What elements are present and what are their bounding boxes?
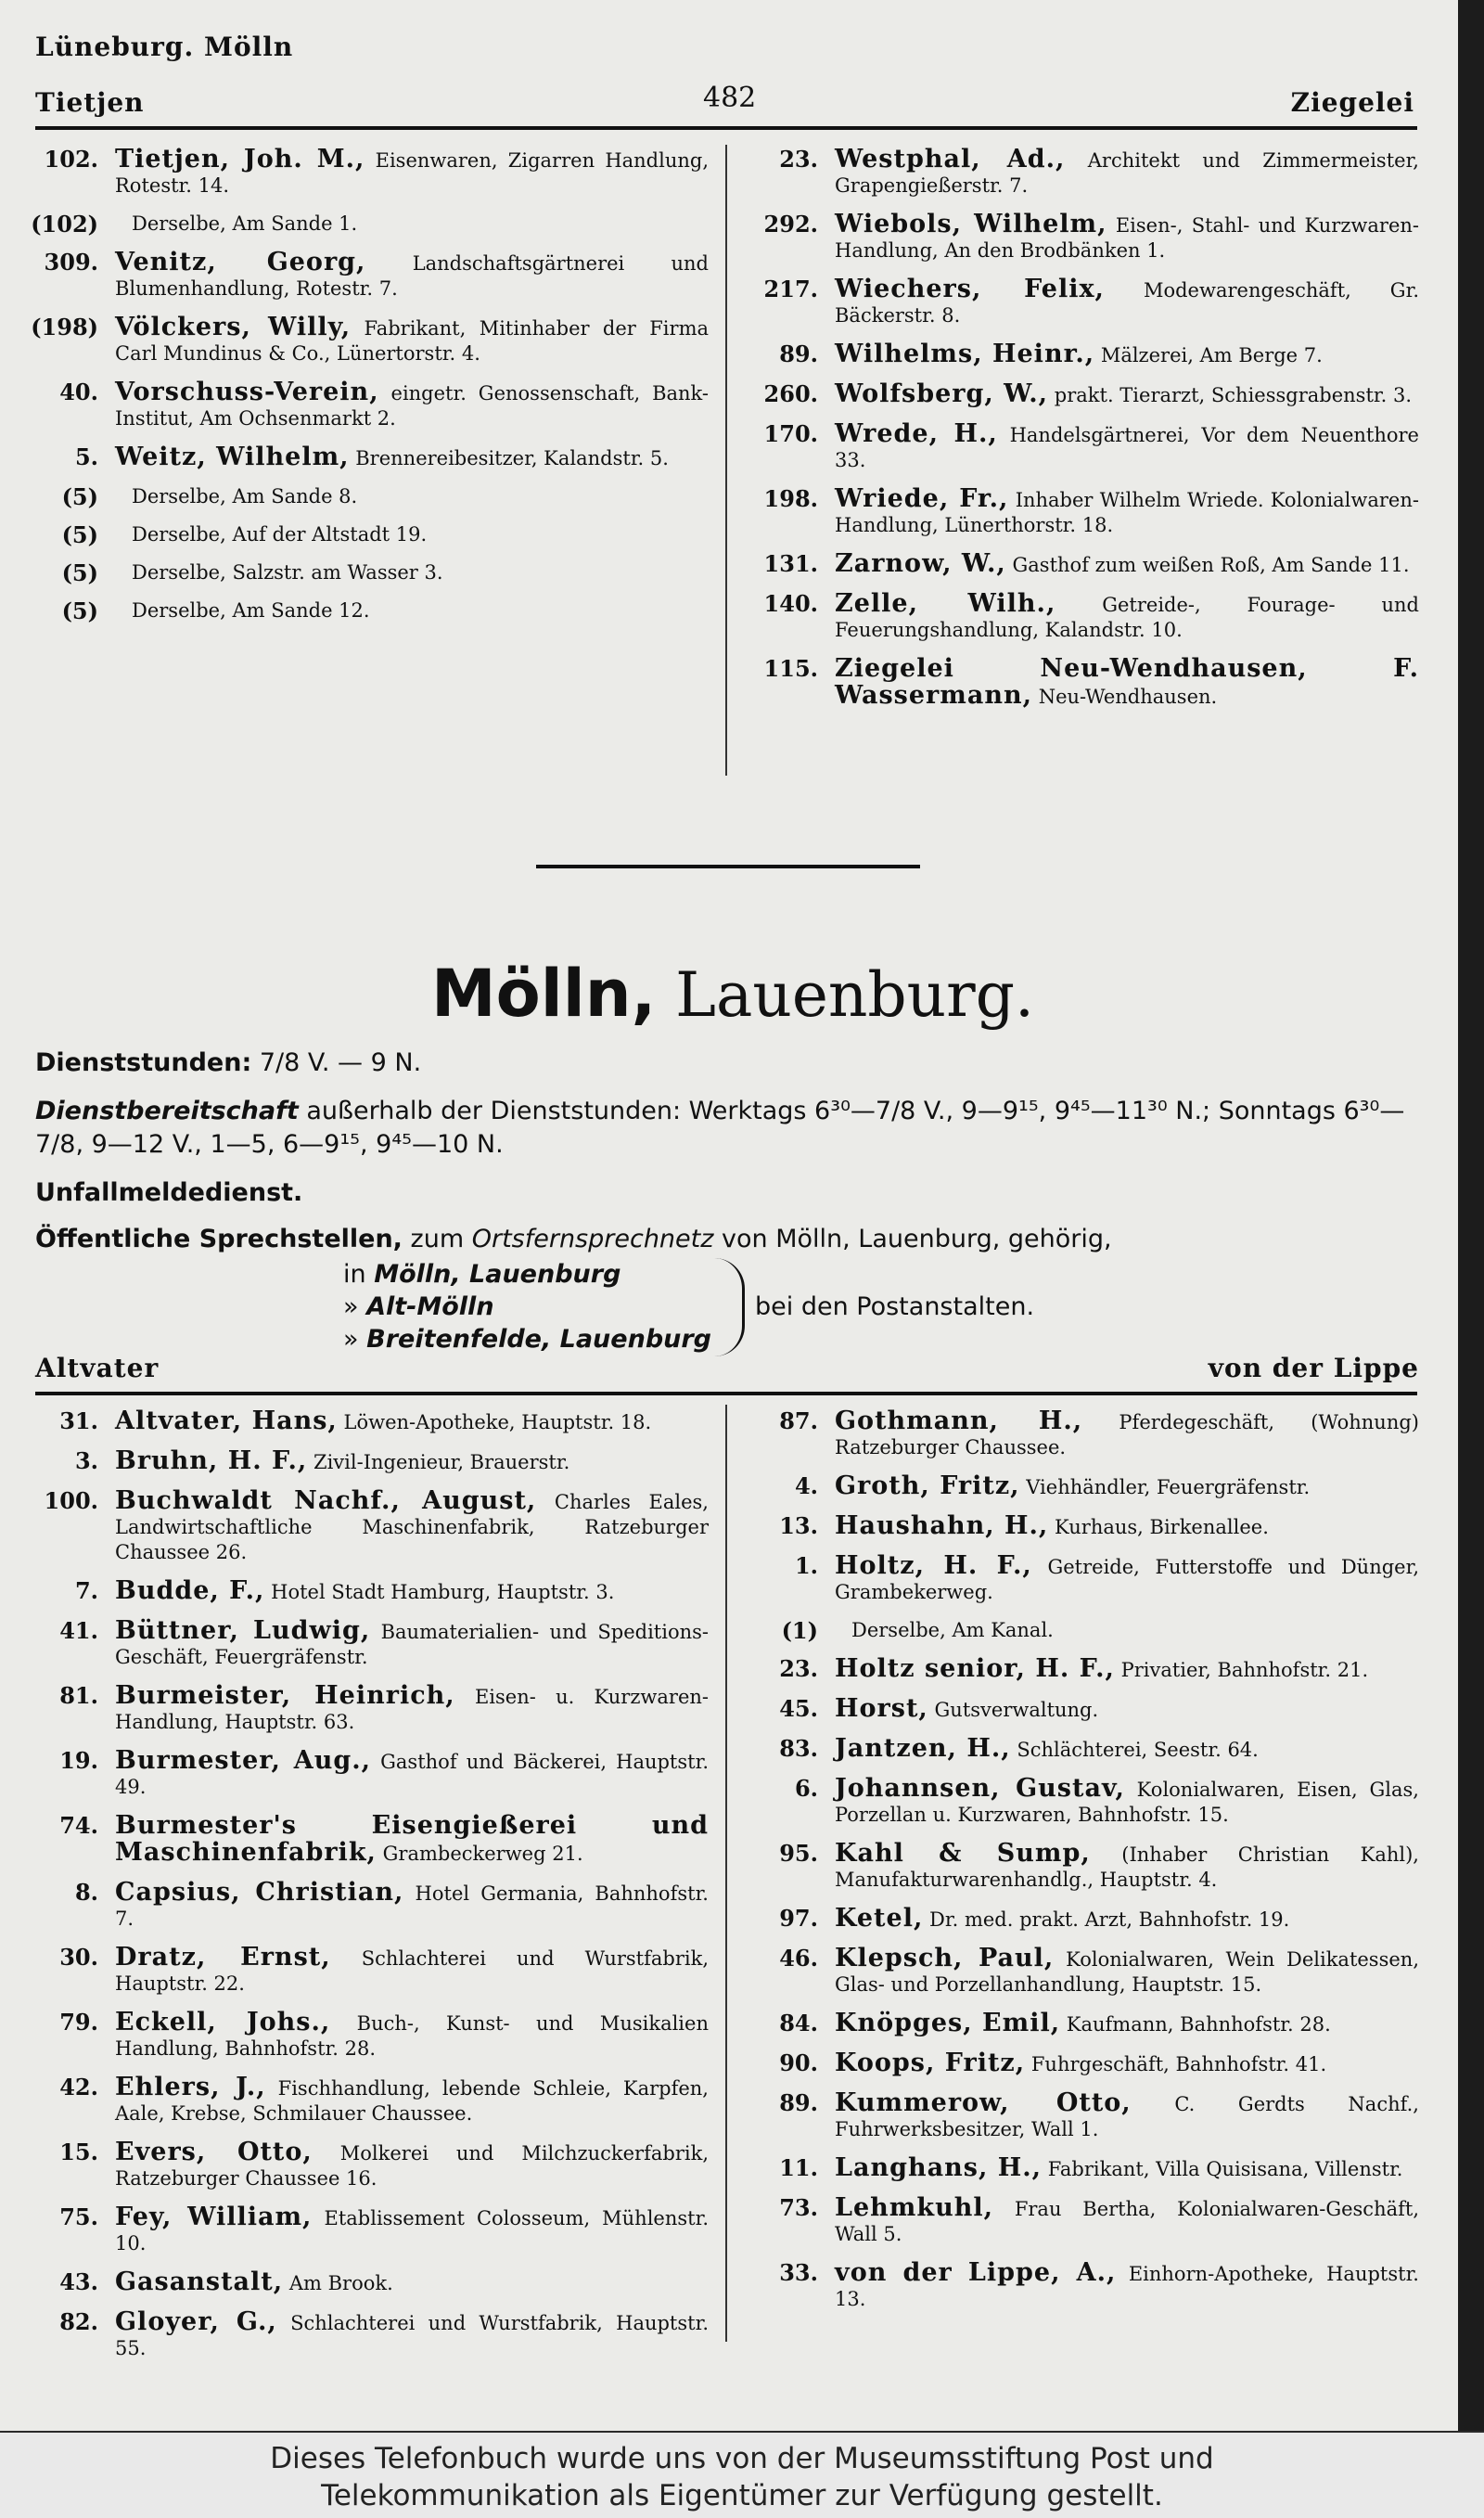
place-prefix-2: » <box>343 1292 359 1321</box>
entry-number: (5) <box>61 483 98 510</box>
entry-name: Zarnow, W., <box>835 549 1006 578</box>
entry-number: 89. <box>779 340 818 367</box>
listing-entry <box>742 147 1419 199</box>
footer-notice <box>0 2433 1484 2518</box>
place-1 <box>343 1258 714 1291</box>
entry-details: Frau Bertha, Kolonialwaren-Geschäft, Wall 5. <box>835 2198 1419 2245</box>
header2-right-keyword: von der Lippe <box>1208 1353 1419 1383</box>
listing-entry <box>742 1656 1419 1683</box>
listing-column-top-left <box>22 147 709 636</box>
listing-entry <box>742 551 1419 578</box>
entry-number: 31. <box>59 1407 98 1434</box>
public-phones <box>35 1223 1426 1256</box>
section-separator <box>536 865 920 868</box>
entry-details: Mälzerei, Am Berge 7. <box>1100 344 1323 366</box>
entry-details: Derselbe, Auf der Altstadt 19. <box>132 523 428 546</box>
entry-name: Wrede, H., <box>835 419 998 448</box>
listing-entry <box>742 1513 1419 1540</box>
entry-name: Kummerow, Otto, <box>835 2088 1132 2117</box>
column-divider-bottom <box>725 1405 727 2342</box>
entry-name: Burmester's Eisengießerei und Maschinenfabrik, <box>115 1811 709 1867</box>
footer-line-1: Dieses Telefonbuch wurde uns von der Museumsstiftung Post und <box>270 2442 1214 2475</box>
entry-name: Klepsch, Paul, <box>835 1944 1055 1972</box>
entry-name: Capsius, Christian, <box>115 1878 404 1907</box>
entry-name: Knöpges, Emil, <box>835 2009 1061 2037</box>
brace <box>714 1258 745 1356</box>
entry-name: Gloyer, G., <box>115 2307 277 2336</box>
entry-number: 8. <box>74 1879 98 1906</box>
entry-details: Derselbe, Am Kanal. <box>851 1619 1054 1641</box>
entry-number: 97. <box>779 1905 818 1932</box>
entry-details: Einhorn-Apotheke, Hauptstr. 13. <box>835 2263 1419 2310</box>
entry-number: (5) <box>61 559 98 586</box>
section-title-rest: Lauenburg. <box>675 959 1034 1031</box>
standby-service <box>35 1095 1426 1162</box>
entry-name: Ketel, <box>835 1904 924 1933</box>
listing-entry <box>22 1448 709 1475</box>
entry-details: Grambeckerweg 21. <box>382 1843 583 1865</box>
entry-name: Langhans, H., <box>835 2153 1043 2182</box>
public-places <box>343 1258 714 1355</box>
listing-entry <box>22 522 709 547</box>
entry-number: 131. <box>763 550 818 577</box>
listing-entry <box>742 656 1419 710</box>
entry-name: Tietjen, Joh. M., <box>115 145 365 173</box>
entry-details: Buch-, Kunst- und Musikalien Handlung, Bahnhofstr. 28. <box>115 2012 709 2060</box>
entry-number: 15. <box>59 2139 98 2165</box>
entry-number: 1. <box>794 1552 818 1579</box>
listing-entry <box>22 1748 709 1800</box>
entry-name: Evers, Otto, <box>115 2138 313 2166</box>
listing-entry <box>22 1578 709 1605</box>
hours-label: Dienststunden: <box>35 1048 252 1077</box>
page-edge <box>1458 0 1484 2431</box>
public-net: Ortsfernsprechnetz <box>471 1225 714 1253</box>
entry-number: 3. <box>74 1447 98 1474</box>
entry-details: Pferdegeschäft, (Wohnung) Ratzeburger Chaussee. <box>835 1411 1419 1458</box>
entry-number: 13. <box>779 1512 818 1539</box>
entry-details: Eisen- u. Kurzwaren-Handlung, Hauptstr. 63. <box>115 1686 709 1733</box>
listing-column-top-right <box>742 147 1419 723</box>
entry-name: Venitz, Georg, <box>115 248 366 276</box>
entry-details: Kaufmann, Bahnhofstr. 28. <box>1066 2013 1331 2036</box>
public-rest: von Mölln, Lauenburg, gehörig, <box>722 1225 1112 1253</box>
entry-number: 45. <box>779 1695 818 1722</box>
service-hours <box>35 1047 1426 1080</box>
accident-service <box>35 1176 1426 1210</box>
entry-name: Kahl & Sump, <box>835 1839 1091 1868</box>
listing-entry <box>22 2204 709 2256</box>
entry-name: Haushahn, H., <box>835 1511 1049 1540</box>
entry-details: Gasthof zum weißen Roß, Am Sande 11. <box>1012 554 1410 576</box>
entry-number: 30. <box>59 1944 98 1971</box>
listing-entry <box>22 484 709 509</box>
place-2 <box>343 1291 714 1323</box>
entry-number: 309. <box>44 249 98 276</box>
listing-entry <box>742 1408 1419 1460</box>
entry-name: Wiebols, Wilhelm, <box>835 210 1107 238</box>
listing-entry <box>742 212 1419 263</box>
listing-entry <box>22 2075 709 2126</box>
entry-details: Kolonialwaren, Wein Delikatessen, Glas- und Porzellanhandlung, Hauptstr. 15. <box>835 1948 1419 1996</box>
entry-details: Molkerei und Milchzuckerfabrik, Ratzeburger Chaussee 16. <box>115 2142 709 2190</box>
entry-number: 115. <box>763 655 818 682</box>
listing-entry <box>742 1553 1419 1605</box>
listing-entry <box>742 2011 1419 2037</box>
entry-details: Zivil-Ingenieur, Brauerstr. <box>313 1451 570 1473</box>
place-prefix-3: » <box>343 1325 359 1354</box>
listing-entry <box>742 2195 1419 2247</box>
entry-number: 260. <box>763 380 818 407</box>
entry-name: Lehmkuhl, <box>835 2193 993 2222</box>
entry-number: 102. <box>44 146 98 173</box>
entry-name: Gasanstalt, <box>115 2267 284 2296</box>
listing-entry <box>22 147 709 199</box>
listing-entry <box>22 212 709 237</box>
entry-number: 40. <box>59 379 98 405</box>
listing-entry <box>22 1880 709 1932</box>
entry-name: Wilhelms, Heinr., <box>835 340 1095 368</box>
section-title <box>0 956 1465 1032</box>
entry-number: 4. <box>794 1472 818 1499</box>
entry-name: Ehlers, J., <box>115 2073 266 2101</box>
listing-entry <box>22 1488 709 1565</box>
entry-number: 7. <box>74 1577 98 1604</box>
entry-name: Gothmann, H., <box>835 1407 1083 1435</box>
entry-name: Budde, F., <box>115 1576 265 1605</box>
entry-details: Getreide, Futterstoffe und Dünger, Grambekerweg. <box>835 1556 1419 1603</box>
entry-name: Bruhn, H. F., <box>115 1446 308 1475</box>
column-divider-top <box>725 145 727 776</box>
entry-number: 73. <box>779 2194 818 2221</box>
entry-number: 82. <box>59 2308 98 2335</box>
entry-name: Wiechers, Felix, <box>835 275 1105 303</box>
entry-number: 217. <box>763 276 818 302</box>
entry-details: Landschaftsgärtnerei und Blumenhandlung, Rotestr. 7. <box>115 252 709 300</box>
header-left-keyword: Tietjen <box>35 87 145 118</box>
entry-details: Fabrikant, Mitinhaber der Firma Carl Mundinus & Co., Lünertorstr. 4. <box>115 317 709 365</box>
entry-number: 6. <box>794 1775 818 1802</box>
place-name-1: Mölln, Lauenburg <box>374 1260 621 1289</box>
entry-details: Handelsgärtnerei, Vor dem Neuenthore 33. <box>835 424 1419 471</box>
listing-entry <box>22 379 709 431</box>
listing-entry <box>742 1736 1419 1763</box>
entry-name: Buchwaldt Nachf., August, <box>115 1486 537 1515</box>
entry-number: 79. <box>59 2009 98 2036</box>
section-rule <box>35 1392 1417 1395</box>
entry-name: Eckell, Johs., <box>115 2008 331 2036</box>
post-offices: bei den Postanstalten. <box>755 1292 1035 1321</box>
hours-value: 7/8 V. — 9 N. <box>259 1048 422 1077</box>
entry-details: Hotel Stadt Hamburg, Hauptstr. 3. <box>271 1581 615 1603</box>
entry-number: 89. <box>779 2089 818 2116</box>
duty-label: Dienstbereitschaft <box>35 1097 299 1125</box>
listing-column-bottom-right <box>742 1408 1419 2325</box>
listing-entry <box>742 1841 1419 1893</box>
entry-number: 23. <box>779 1655 818 1682</box>
entry-number: (102) <box>31 211 98 238</box>
place-name-3: Breitenfelde, Lauenburg <box>366 1325 712 1354</box>
entry-details: Schlachterei und Wurstfabrik, Hauptstr. 55. <box>115 2312 709 2359</box>
public-label: Öffentliche Sprechstellen, <box>35 1225 403 1253</box>
entry-name: Dratz, Ernst, <box>115 1943 331 1972</box>
entry-number: (5) <box>61 521 98 548</box>
entry-details: Getreide-, Fourage- und Feuerungshandlung, Kalandstr. 10. <box>835 594 1419 641</box>
footer-line-2: Telekommunikation als Eigentümer zur Verfügung gestellt. <box>321 2479 1163 2512</box>
entry-details: Neu-Wendhausen. <box>1038 686 1218 708</box>
listing-entry <box>742 381 1419 408</box>
entry-details: Privatier, Bahnhofstr. 21. <box>1120 1659 1369 1681</box>
entry-number: 84. <box>779 2010 818 2036</box>
entry-details: Fabrikant, Villa Quisisana, Villenstr. <box>1047 2158 1403 2180</box>
header-right-keyword: Ziegelei <box>1290 87 1414 118</box>
entry-number: (5) <box>61 597 98 624</box>
entry-name: Wriede, Fr., <box>835 484 1009 513</box>
entry-number: 46. <box>779 1945 818 1972</box>
entry-name: Jantzen, H., <box>835 1734 1011 1763</box>
entry-number: 23. <box>779 146 818 173</box>
entry-number: 74. <box>59 1812 98 1839</box>
entry-details: Schlächterei, Seestr. 64. <box>1017 1739 1259 1761</box>
listing-entry <box>742 2090 1419 2142</box>
entry-details: Derselbe, Am Sande 1. <box>132 212 358 235</box>
entry-details: Baumaterialien- und Speditions-Geschäft, Feuergräfenstr. <box>115 1621 709 1668</box>
listing-entry <box>22 2010 709 2062</box>
entry-details: Eisenwaren, Zigarren Handlung, Rotestr. 14. <box>115 149 709 197</box>
entry-name: Altvater, Hans, <box>115 1407 338 1435</box>
entry-details: Viehhändler, Feuergräfenstr. <box>1026 1476 1311 1498</box>
entry-details: Derselbe, Salzstr. am Wasser 3. <box>132 561 443 584</box>
entry-number: 100. <box>44 1487 98 1514</box>
entry-name: Westphal, Ad., <box>835 145 1066 173</box>
entry-number: 33. <box>779 2259 818 2286</box>
entry-details: Löwen-Apotheke, Hauptstr. 18. <box>343 1411 652 1433</box>
entry-number: 83. <box>779 1735 818 1762</box>
header-rule <box>35 126 1417 130</box>
entry-number: (1) <box>781 1617 818 1644</box>
duty-text: außerhalb der Dienststunden: Werktags 6³⁰—7/8 V., 9—9¹⁵, 9⁴⁵—11³⁰ N.; Sonntags 6³⁰—7/8, 9—12 V., 1—5, 6—9¹⁵, 9⁴⁵—10 N. <box>35 1097 1405 1159</box>
page-number: 482 <box>703 82 757 114</box>
place-prefix-1: in <box>343 1260 366 1289</box>
listing-entry <box>22 560 709 585</box>
entry-name: Völckers, Willy, <box>115 313 352 341</box>
listing-entry <box>742 1618 1419 1643</box>
entry-number: 81. <box>59 1682 98 1709</box>
entry-name: Koops, Fritz, <box>835 2049 1026 2077</box>
entry-details: Schlachterei und Wurstfabrik, Hauptstr. 22. <box>115 1947 709 1995</box>
listing-entry <box>742 591 1419 643</box>
listing-entry <box>22 598 709 623</box>
entry-details: Gutsverwaltung. <box>934 1699 1099 1721</box>
listing-entry <box>22 1683 709 1735</box>
entry-number: 43. <box>59 2268 98 2295</box>
entry-details: prakt. Tierarzt, Schiessgrabenstr. 3. <box>1054 384 1412 406</box>
entry-details: eingetr. Genossenschaft, Bank-Institut, Am Ochsenmarkt 2. <box>115 382 709 430</box>
entry-number: 75. <box>59 2203 98 2230</box>
entry-number: 140. <box>763 590 818 617</box>
entry-details: Fischhandlung, lebende Schleie, Karpfen, Aale, Krebse, Schmilauer Chaussee. <box>115 2077 709 2125</box>
entry-number: 11. <box>779 2154 818 2181</box>
listing-entry <box>22 444 709 471</box>
entry-details: Fuhrgeschäft, Bahnhofstr. 41. <box>1030 2053 1327 2075</box>
listing-entry <box>22 2139 709 2191</box>
entry-name: Weitz, Wilhelm, <box>115 443 350 471</box>
listing-entry <box>22 2269 709 2296</box>
section-title-bold: Mölln, <box>431 956 657 1032</box>
entry-number: 90. <box>779 2049 818 2076</box>
listing-entry <box>742 2155 1419 2182</box>
entry-details: Gasthof und Bäckerei, Hauptstr. 49. <box>115 1751 709 1798</box>
listing-entry <box>742 2260 1419 2312</box>
entry-name: Horst, <box>835 1694 928 1723</box>
entry-details: Etablissement Colosseum, Mühlenstr. 10. <box>115 2207 709 2255</box>
entry-name: Burmester, Aug., <box>115 1746 372 1775</box>
entry-number: 42. <box>59 2074 98 2100</box>
listing-entry <box>742 341 1419 368</box>
entry-details: Am Brook. <box>288 2272 393 2294</box>
entry-name: Wolfsberg, W., <box>835 379 1049 408</box>
listing-entry <box>742 1946 1419 1998</box>
public-mid: zum <box>410 1225 465 1253</box>
entry-details: Hotel Germania, Bahnhofstr. 7. <box>115 1882 709 1930</box>
listing-entry <box>742 2050 1419 2077</box>
entry-name: Burmeister, Heinrich, <box>115 1681 455 1710</box>
entry-name: Holtz, H. F., <box>835 1551 1032 1580</box>
listing-entry <box>742 1906 1419 1933</box>
entry-details: Eisen-, Stahl- und Kurzwaren-Handlung, An den Brodbänken 1. <box>835 214 1419 262</box>
listing-entry <box>742 421 1419 473</box>
entry-details: Brennereibesitzer, Kalandstr. 5. <box>355 447 669 469</box>
entry-details: Modewarengeschäft, Gr. Bäckerstr. 8. <box>835 279 1419 327</box>
entry-number: 95. <box>779 1840 818 1867</box>
entry-number: 41. <box>59 1617 98 1644</box>
listing-entry <box>22 1945 709 1997</box>
place-3 <box>343 1323 714 1355</box>
entry-name: Ziegelei Neu-Wendhausen, F. Wassermann, <box>835 654 1419 710</box>
place-name-2: Alt-Mölln <box>366 1292 494 1321</box>
entry-name: Büttner, Ludwig, <box>115 1616 371 1645</box>
listing-entry <box>742 1473 1419 1500</box>
entry-name: Zelle, Wilh., <box>835 589 1056 618</box>
entry-name: Groth, Fritz, <box>835 1471 1020 1500</box>
entry-number: (198) <box>31 314 98 340</box>
entry-details: Kurhaus, Birkenallee. <box>1055 1516 1269 1538</box>
entry-details: Architekt und Zimmermeister, Grapengießerstr. 7. <box>835 149 1419 197</box>
entry-name: Vorschuss-Verein, <box>115 378 379 406</box>
listing-entry <box>742 1776 1419 1828</box>
listing-entry <box>22 1813 709 1867</box>
entry-number: 19. <box>59 1747 98 1774</box>
entry-details: Dr. med. prakt. Arzt, Bahnhofstr. 19. <box>929 1908 1290 1931</box>
listing-entry <box>22 315 709 366</box>
header2-left-keyword: Altvater <box>35 1353 160 1383</box>
entry-details: Derselbe, Am Sande 8. <box>132 485 358 507</box>
entry-number: 5. <box>74 443 98 470</box>
header-place: Lüneburg. Mölln <box>35 32 294 62</box>
listing-entry <box>22 250 709 302</box>
entry-number: 198. <box>763 485 818 512</box>
entry-number: 170. <box>763 420 818 447</box>
entry-details: Inhaber Wilhelm Wriede. Kolonialwaren-Handlung, Lünerthorstr. 18. <box>835 489 1419 536</box>
entry-number: 87. <box>779 1407 818 1434</box>
entry-name: von der Lippe, A., <box>835 2258 1117 2287</box>
listing-entry <box>22 1408 709 1435</box>
listing-entry <box>22 2309 709 2361</box>
listing-entry <box>22 1618 709 1670</box>
listing-entry <box>742 486 1419 538</box>
entry-details: Charles Eales, Landwirtschaftliche Maschinenfabrik, Ratzeburger Chaussee 26. <box>115 1491 709 1563</box>
entry-details: Kolonialwaren, Eisen, Glas, Porzellan u. Kurzwaren, Bahnhofstr. 15. <box>835 1779 1419 1826</box>
entry-number: 292. <box>763 211 818 238</box>
entry-details: (Inhaber Christian Kahl), Manufakturwarenhandlg., Hauptstr. 4. <box>835 1844 1419 1891</box>
entry-details: Derselbe, Am Sande 12. <box>132 599 370 622</box>
listing-entry <box>742 276 1419 328</box>
listing-column-bottom-left <box>22 1408 709 2374</box>
entry-details: C. Gerdts Nachf., Fuhrwerksbesitzer, Wall 1. <box>835 2093 1419 2140</box>
entry-name: Fey, William, <box>115 2203 313 2231</box>
listing-entry <box>742 1696 1419 1723</box>
entry-name: Johannsen, Gustav, <box>835 1774 1125 1803</box>
accident-label: Unfallmeldedienst. <box>35 1178 303 1207</box>
entry-name: Holtz senior, H. F., <box>835 1654 1115 1683</box>
